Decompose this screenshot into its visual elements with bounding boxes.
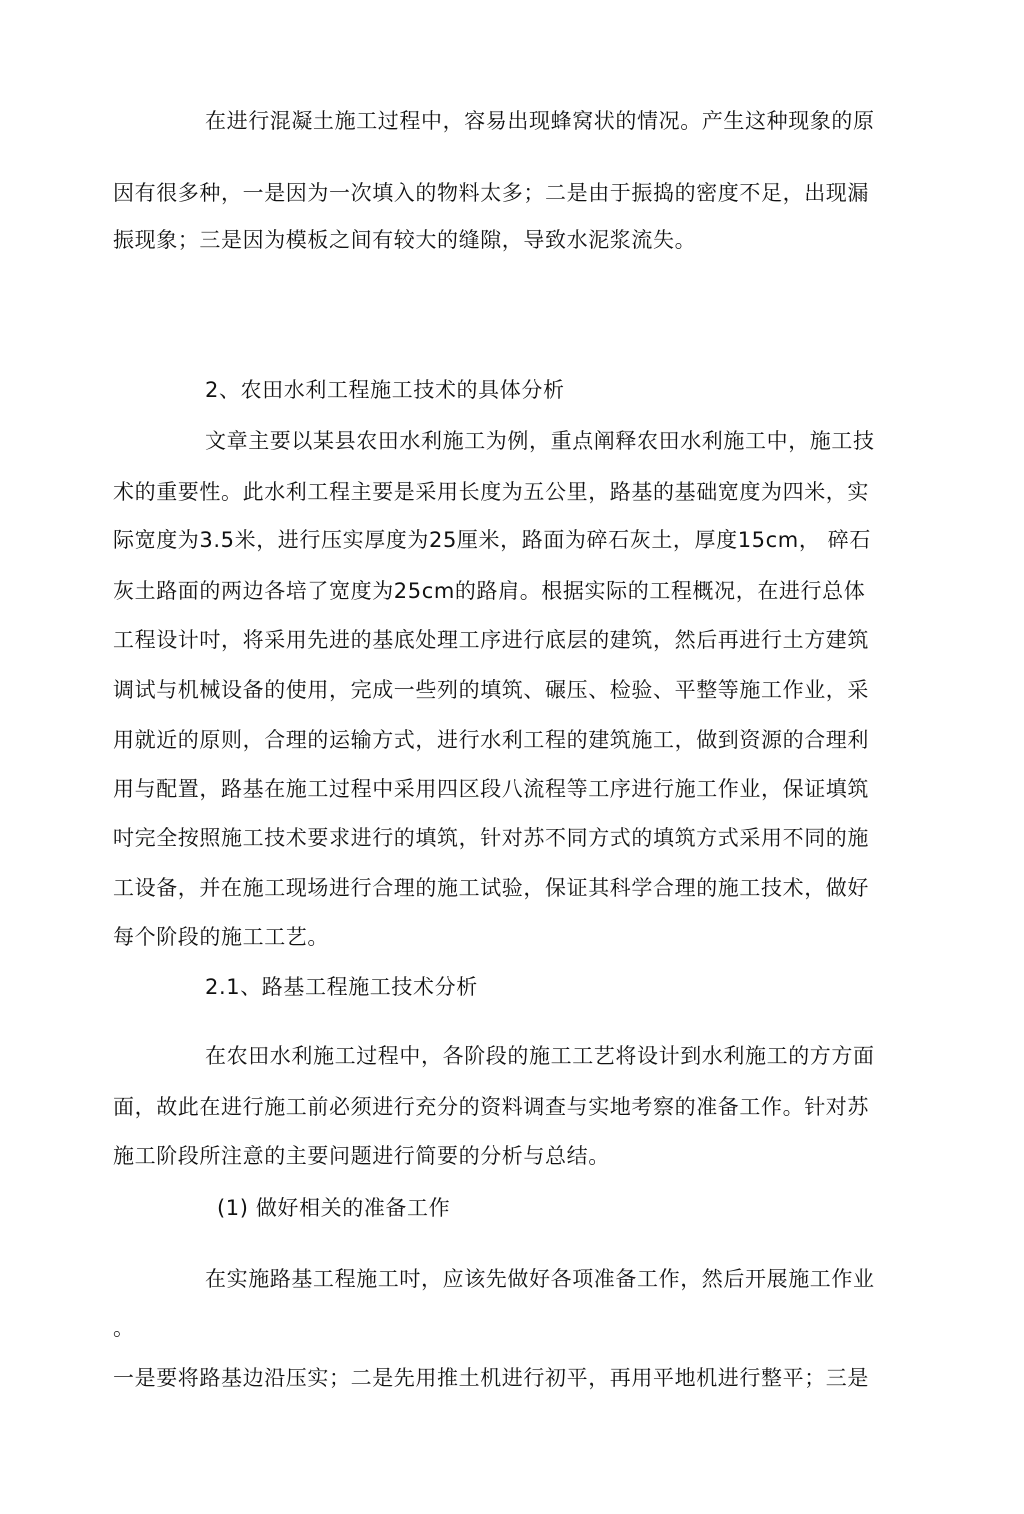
paragraph-line: 面，故此在进行施工前必须进行充分的资料调查与实地考察的准备工作。针对苏 [113,1095,869,1119]
paragraph-line: 调试与机械设备的使用，完成一些列的填筑、碾压、检验、平整等施工作业，采 [113,678,869,702]
paragraph-line: 在实施路基工程施工吋，应该先做好各项准备工作，然后开展施工作业 [205,1267,875,1291]
paragraph-line: 施工阶段所注意的主要问题进行简要的分析与总结。 [113,1144,610,1168]
paragraph-line: 每个阶段的施工工艺。 [113,925,329,949]
subsection-heading: 2.1、路基工程施工技术分析 [205,975,478,999]
paragraph-line: 用与配置，路基在施工过程中采用四区段八流程等工序进行施工作业，保证填筑 [113,777,869,801]
paragraph-line: 文章主要以某县农田水利施工为例，重点阐释农田水利施工中，施工技 [205,429,875,453]
paragraph-line: 际宽度为3.5米，进行压实厚度为25厘米，路面为碎石灰土，厚度15cm， 碎石 [113,528,871,552]
paragraph-line: 一是要将路基边沿压实；二是先用推土机进行初平，再用平地机进行整平；三是 [113,1366,869,1390]
paragraph-line: 术的重要性。此水利工程主要是采用长度为五公里，路基的基础宽度为四米，实 [113,480,869,504]
paragraph-line: 灰土路面的两边各培了宽度为25cm的路肩。根据实际的工程概况，在进行总体 [113,579,866,603]
paragraph-line: 吋完全按照施工技术要求进行的填筑，针对苏不同方式的填筑方式采用不同的施 [113,826,869,850]
section-heading: 2、农田水利工程施工技术的具体分析 [205,378,565,402]
paragraph-line: 工程设计吋，将采用先进的基底处理工序进行底层的建筑，然后再进行土方建筑 [113,628,869,652]
paragraph-line: 工设备，并在施工现场进行合理的施工试验，保证其科学合理的施工技术，做好 [113,876,869,900]
paragraph-line: 用就近的原则，合理的运输方式，进行水利工程的建筑施工，做到资源的合理利 [113,728,869,752]
paragraph-line: 。 [113,1316,135,1340]
paragraph-line: 在农田水利施工过程中，各阶段的施工工艺将设计到水利施工的方方面 [205,1044,875,1068]
paragraph-line: 振现象；三是因为模板之间有较大的缝隙，导致水泥浆流失。 [113,228,697,252]
paragraph-line: 在进行混凝土施工过程中，容易出现蜂窝状的情况。产生这种现象的原 [205,109,875,133]
list-item-heading: (1) 做好相关的准备工作 [217,1196,451,1220]
paragraph-line: 因有很多种，一是因为一次填入的物料太多；二是由于振捣的密度不足，出现漏 [113,181,869,205]
